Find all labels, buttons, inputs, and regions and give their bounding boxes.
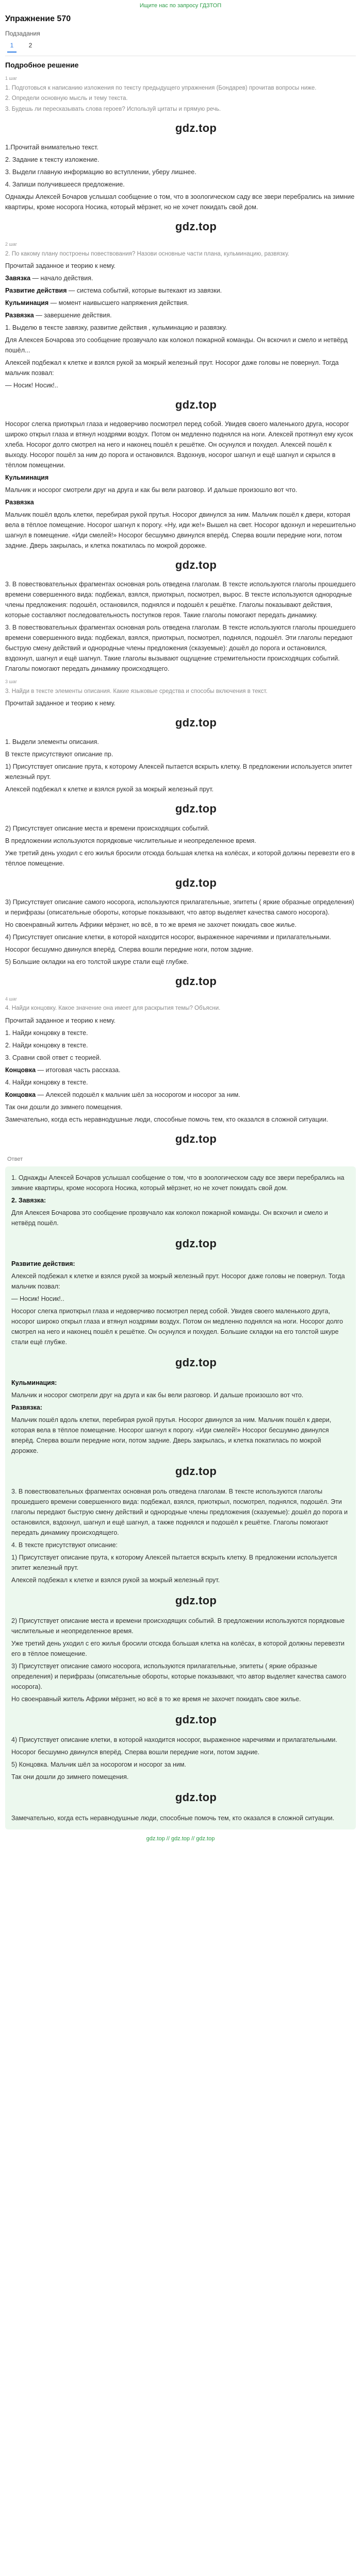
paragraph: Алексей подбежал к клетке и взялся рукой за мокрый железный прут.	[5, 786, 214, 793]
step-text: 1. Выделю в тексте завязку, развитие действия , кульминацию и развязку.	[5, 324, 227, 332]
definition	[5, 298, 356, 308]
answer-text: Мальчик пошёл вдоль клетки, перебирая рукой прутья. Носорог двинулся за ним. Мальчик пошёл к двери, которая вела в тёплое помещение. Носорог шагнул к порогу. «Иди смелей!» Носорог бесшумно двинулся вперёд. Сперва вошли передние ноги, потом задние. Дверь закрылась, и клетка покатилась по мокрой дорожке.	[11, 1416, 332, 1454]
subtasks-label: Подзадания	[5, 29, 40, 37]
step-text: 4. Запиши получившееся предложение.	[5, 181, 125, 189]
term-text: — завершение действия.	[36, 312, 112, 319]
term: Концовка	[5, 1091, 36, 1098]
paragraph: 3. В повествовательных фрагментах основная роль отведена глаголам. В тексте используются глаголы прошедшего времени совершенного вида: подбежал, взялся, приоткрыл, посмотрел, вырос. В тексте используются однородные члены предложения: подошёл, остановился, поднялся и подошёл к решётке. Глаголы показывают действия, которые составляют последовательность поступков героя. Такие глаголы помогают передать динамику.	[5, 581, 356, 619]
paragraph: 1) Присутствует описание прута, к которому Алексей пытается вскрыть клетку. В предложении используется эпитет железный прут.	[5, 763, 352, 781]
paragraph: 3) Присутствует описание самого носорога, используются прилагательные, эпитеты ( яркие образные определения) и перифразы (описательные обороты, которые показывают, что автор выделяет качества самого носорога).	[5, 898, 354, 916]
term-text: — момент наивысшего напряжения действия.	[50, 299, 189, 307]
term: Развязка	[5, 499, 34, 506]
answer-text: 4. В тексте присутствуют описание:	[11, 1541, 118, 1549]
paragraph: Носорог слегка приоткрыл глаза и недоверчиво посмотрел перед собой. Увидев своего маленького друга, носорог широко открыл глаза и втянул ноздрями воздух. Потом он медленно поднялся на ноги. Алексей протянул ему кусок хлеба. Носорог долго смотрел на него и наконец пошёл к решётке. Он осунулся и похудел. Алексей пошёл к выходу. Носорог пошёл за ним до порога и остановился. Вздохнув, носорог шагнул и ещё шагнул и скрылся в тёплом помещении.	[5, 420, 353, 469]
paragraph: — Носик! Носик!..	[5, 382, 58, 389]
step-text: 1.Прочитай внимательно текст.	[5, 144, 99, 151]
question: 4. Найди концовку. Какое значение она имеет для раскрытия темы? Объясни.	[5, 1005, 221, 1012]
answer-text: Носорог слегка приоткрыл глаза и недоверчиво посмотрел перед собой. Увидев своего маленького друга, носорог широко открыл глаза и втянул ноздрями воздух. Потом он медленно поднялся на ноги. Носорог долго смотрел на него и наконец пошёл к решётке. Он осунулся и похудел. Большие складки на его толстой шкуре стали ещё глубже.	[11, 1307, 343, 1346]
answer-text: 3) Присутствует описание самого носорога, используются прилагательные, эпитеты ( яркие образные определения) и перифразы (описательные обороты, которые показывают, что автор выделяет качества самого носорога).	[11, 1663, 347, 1691]
paragraph: Но своенравный житель Африки мёрзнет, но всё, в то же время не захочет покидать свое жилье.	[5, 921, 297, 928]
footer-links[interactable]: gdz.top // gdz.top // gdz.top	[146, 1835, 215, 1842]
step-label: 1 шаг	[5, 76, 18, 81]
watermark: gdz.top	[175, 1236, 217, 1250]
answer-label: Ответ	[7, 1156, 23, 1162]
answer-text: Замечательно, когда есть неравнодушные люди, способные помочь тем, кто оказался в сложной ситуации.	[11, 1814, 335, 1822]
top-banner-link[interactable]: Ищите нас по запросу ГДЗТОП	[139, 3, 222, 9]
paragraph: Замечательно, когда есть неравнодушные люди, способные помочь тем, кто оказался в сложной ситуации.	[5, 1115, 329, 1123]
term: Развитие действия	[5, 287, 67, 295]
step-text: 2. Задание к тексту изложение.	[5, 156, 100, 164]
tab-1[interactable]: 1	[7, 41, 17, 53]
answer-term: Кульминация:	[11, 1379, 57, 1386]
step-text: 3. Сравни свой ответ с теорией.	[5, 1054, 102, 1061]
watermark: gdz.top	[175, 1355, 217, 1369]
term-text: — начало действия.	[32, 275, 93, 282]
page-title: Упражнение 570	[5, 14, 71, 23]
term-text: — система событий, которые вытекают из завязки.	[68, 287, 222, 295]
answer-text: Мальчик и носорог смотрели друг на друга и как бы вели разговор. И дальше произошло вот что.	[11, 1391, 304, 1399]
subtask-tabs	[7, 41, 356, 53]
answer-text: Алексей подбежал к клетке и взялся рукой за мокрый железный прут.	[11, 1577, 220, 1584]
watermark: gdz.top	[175, 802, 217, 816]
answer-text: Для Алексея Бочарова это сообщение прозвучало как колокол пожарной команды. Он вскочил и смело и нетвёрд пошёл.	[11, 1209, 328, 1227]
question: 3. Будешь ли пересказывать слова героев? Используй цитаты и прямую речь.	[5, 106, 221, 112]
step-text: 3. Выдели главную информацию во вступлении, уберу лишнее.	[5, 168, 196, 176]
step-text: Прочитай заданное и теорию к нему.	[5, 700, 116, 707]
section-title: Подробное решение	[5, 60, 79, 69]
answer-text: — Носик! Носик!..	[11, 1295, 64, 1302]
step-text: 1. Выдели элементы описания.	[5, 738, 99, 746]
answer-text: Уже третий день уходил с его жилья бросили отсюда большая клетка на колёсах, в которой должны перевезти его в тёплое помещение.	[11, 1640, 345, 1658]
answer-text: 3. В повествовательных фрагментах основная роль отведена глаголам. В тексте используются глаголы прошедшего времени совершенного вида: подбежал, взялся, приоткрыл, посмотрел, поднялся, подошёл. Эти глаголы передают быструю смену действий и однородные члены предложения (сказуемые): дошёл до порога и остановился, вздохнул, шагнул и ещё шагнул, а также поднялся и подошёл к решётке. Глаголы помогают передать динамику происходящего.	[11, 1488, 348, 1537]
paragraph: Для Алексея Бочарова это сообщение прозвучало как колокол пожарной команды. Он вскочил и смело и нетвёрд пошёл...	[5, 336, 348, 354]
answer-text: 1) Присутствует описание прута, к которому Алексей пытается вскрыть клетку. В предложении используется эпитет железный прут.	[11, 1554, 337, 1572]
term: Кульминация	[5, 474, 49, 482]
answer-text: Алексей подбежал к клетке и взялся рукой за мокрый железный прут. Носорог даже головы не повернул. Тогда мальчик позвал:	[11, 1272, 345, 1290]
answer-text: Носорог бесшумно двинулся вперёд. Сперва вошли передние ноги, потом задние.	[11, 1749, 260, 1756]
term: Кульминация	[5, 299, 49, 307]
question: 1. Подготовься к написанию изложения по тексту предыдущего упражнения (Бондарев) прочитав вопросы ниже.	[5, 84, 317, 91]
watermark: gdz.top	[175, 1132, 217, 1145]
watermark: gdz.top	[175, 1464, 217, 1478]
step-text: 1. Найди концовку в тексте.	[5, 1029, 88, 1037]
definition	[5, 273, 356, 283]
answer-text: 1. Однажды Алексей Бочаров услышал сообщение о том, что в зоологическом саду все звери перебрались на зимние квартиры, кроме носорога Носика, который мёрзнет, но не хочет покидать свой дом.	[11, 1174, 344, 1192]
paragraph: В тексте присутствуют описание пр.	[5, 751, 113, 758]
definition	[5, 285, 356, 296]
question: 2. По какому плану построены повествования? Назови основные части плана, кульминацию, развязку.	[5, 250, 289, 257]
paragraph: Мальчик и носорог смотрели друг на друга и как бы вели разговор. И дальше произошло вот что.	[5, 486, 298, 494]
watermark: gdz.top	[175, 558, 217, 572]
paragraph: Уже третий день уходил с его жилья бросили отсюда большая клетка на колёсах, и которой должны перевезти его в тёплое помещение.	[5, 849, 355, 867]
step-label: 2 шаг	[5, 242, 18, 247]
answer-text: 2) Присутствует описание места и времени происходящих событий. В предложении используются порядковые числительные и неопределенное время.	[11, 1617, 345, 1635]
step-label: 3 шаг	[5, 679, 18, 685]
paragraph: Однажды Алексей Бочаров услышал сообщение о том, что в зоологическом саду все звери перебрались на зимние квартиры, кроме носорога Носика, который мёрзнет, но не хочет покидать свой дом.	[5, 193, 355, 211]
paragraph: Алексей подбежал к клетке и взялся рукой за мокрый железный прут. Носорог даже головы не повернул. Тогда мальчик позвал:	[5, 359, 339, 377]
term-text: — итоговая часть рассказа.	[37, 1066, 121, 1074]
question: 3. Найди в тексте элементы описания. Какие языковые средства и способы включения в текст.	[5, 688, 268, 694]
answer-term: Развязка:	[11, 1403, 42, 1411]
watermark: gdz.top	[175, 121, 217, 134]
term: Развязка	[5, 312, 34, 319]
term: Концовка	[5, 1066, 36, 1074]
question: 2. Определи основную мысль и тему текста.	[5, 95, 128, 102]
definition	[5, 310, 356, 320]
paragraph: 2) Присутствует описание места и времени происходящих событий.	[5, 824, 210, 832]
watermark: gdz.top	[175, 1791, 217, 1804]
watermark: gdz.top	[175, 716, 217, 730]
watermark: gdz.top	[175, 974, 217, 988]
watermark: gdz.top	[175, 1713, 217, 1726]
answer-text: 5) Концовка. Мальчик шёл за носорогом и носорог за ним.	[11, 1761, 186, 1769]
watermark: gdz.top	[175, 220, 217, 233]
definition	[5, 1065, 356, 1075]
answer-text: Но своенравный житель Африки мёрзнет, но всё в то же время не захочет покидать свое жилье.	[11, 1696, 301, 1703]
paragraph: Мальчик пошёл вдоль клетки, перебирая рукой прутья. Носорог двинулся за ним. Мальчик пошёл к двери, которая вела в тёплое помещение. Носорог шагнул к порогу. «Ну, иди же!» Вышел на свет. Носорог вдохнул и нерешительно шагнул в помещение. «Иди смелей!» Носорог бесшумно двинулся вперёд. Сперва вошли передние ноги, потом задние. Дверь закрылась, и клетка покатилась по мокрой дорожке.	[5, 511, 356, 550]
term-text: — Алексей подошёл к мальчик шёл за носорогом и носорог за ним.	[37, 1091, 240, 1098]
answer-term: 2. Завязка:	[11, 1196, 46, 1204]
paragraph: Так они дошли до зимнего помещения.	[5, 1103, 123, 1111]
paragraph: В предложении используются порядковые числительные и неопределенное время.	[5, 837, 256, 844]
step-text: Прочитай заданное и теорию к нему.	[5, 262, 116, 270]
answer-box	[5, 1166, 356, 1829]
paragraph: 4) Присутствует описание клетки, в которой находится носорог, выраженное наречиями и прилагательными.	[5, 933, 331, 941]
term: Завязка	[5, 275, 31, 282]
tab-2[interactable]: 2	[28, 41, 32, 49]
answer-term: Развитие действия:	[11, 1260, 75, 1267]
step-text: 4. Найди концовку в тексте.	[5, 1078, 88, 1086]
watermark: gdz.top	[175, 1594, 217, 1607]
paragraph: Носорог бесшумно двинулся вперёд. Сперва вошли передние ноги, потом задние.	[5, 945, 254, 953]
step-label: 4 шаг	[5, 996, 18, 1002]
step-text: Прочитай заданное и теорию к нему.	[5, 1016, 116, 1024]
definition	[5, 1090, 356, 1100]
watermark: gdz.top	[175, 398, 217, 412]
answer-text: 4) Присутствует описание клетки, в которой находится носорог, выраженное наречиями и прилагательными.	[11, 1736, 337, 1744]
top-banner	[5, 0, 356, 11]
answer-text: Так они дошли до зимнего помещения.	[11, 1773, 129, 1781]
paragraph: 3. В повествовательных фрагментах основная роль отведена глаголам. В тексте используются глаголы прошедшего времени совершенного вида: подбежал, взялся, приоткрыл, посмотрел, поднялся, подошёл. Эти глаголы передают быструю смену действий и однородные члены предложения (сказуемые): дошёл до порога и остановился, вздохнул, шагнул и ещё шагнул. Такие глаголы вызывают ощущение стремительности происходящих событий. Глаголы помогают передать динамику происходящего.	[5, 624, 356, 673]
watermark: gdz.top	[175, 876, 217, 889]
step-text: 2. Найди концовку в тексте.	[5, 1041, 88, 1049]
paragraph: 5) Большие окладки на его толстой шкуре стали ещё глубже.	[5, 958, 189, 965]
